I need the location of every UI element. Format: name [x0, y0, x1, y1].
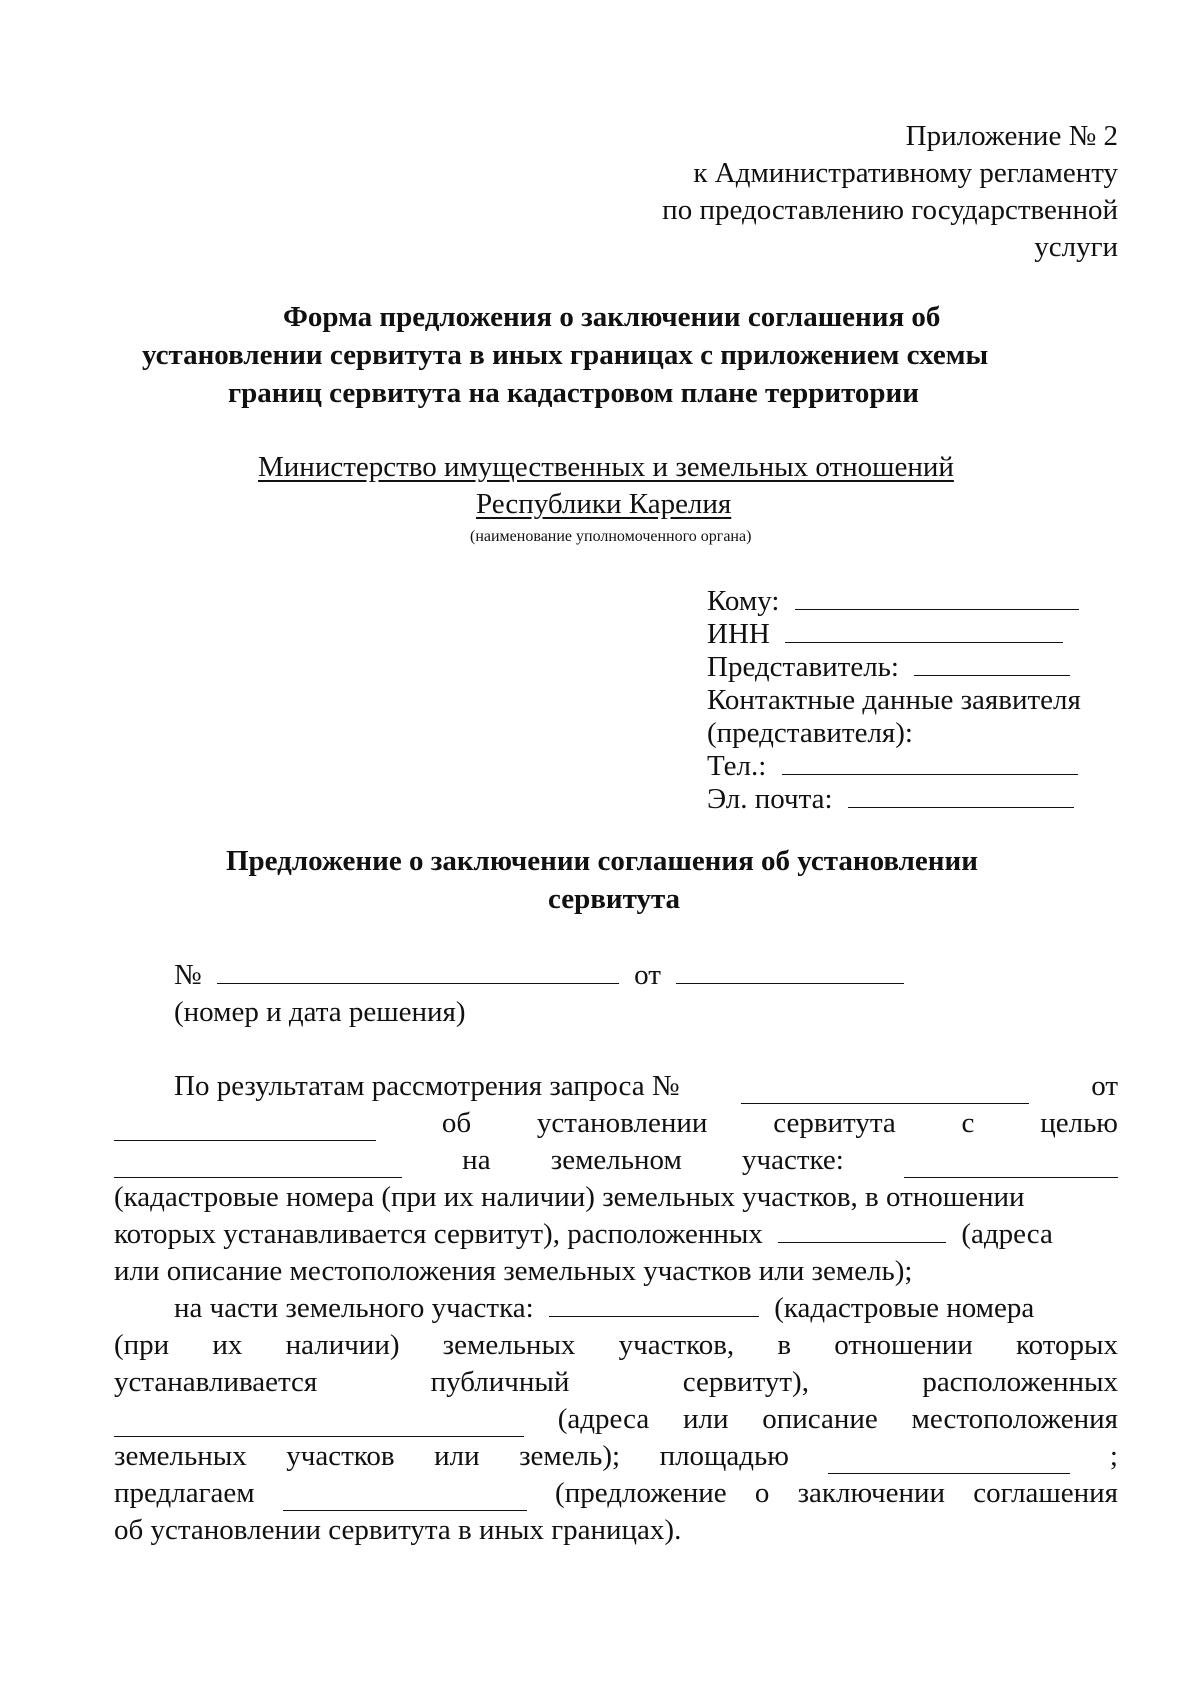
- body-line: (кадастровые номера (при их наличии) земельных участков, в отношении: [114, 1181, 1025, 1213]
- body-word: целью: [1040, 1107, 1118, 1139]
- form-title-line: установлении сервитута в иных границах с приложением схемы: [142, 339, 989, 371]
- body-word: соглашения: [973, 1477, 1118, 1509]
- body-line: [174, 1068, 1118, 1104]
- contacts-label: (представителя):: [707, 717, 913, 749]
- address-field[interactable]: [114, 1410, 524, 1437]
- body-text: которых устанавливается сервитут), расположенных: [114, 1218, 763, 1250]
- body-word: в: [777, 1329, 792, 1361]
- appendix-number: Приложение № 2: [905, 120, 1118, 152]
- body-line: об установлении сервитута в иных границах).: [114, 1514, 682, 1546]
- proposal-title-line: сервитута: [548, 883, 681, 915]
- body-text: (адреса: [961, 1218, 1053, 1250]
- appendix-ref-line: по предоставлению государственной: [662, 194, 1118, 226]
- proposal-field[interactable]: [283, 1484, 527, 1511]
- body-word: (предложение: [555, 1477, 727, 1509]
- body-word: участке:: [742, 1144, 844, 1176]
- decision-caption: (номер и дата решения): [174, 996, 466, 1028]
- body-word: участков: [286, 1440, 395, 1472]
- email-label: Эл. почта:: [707, 783, 833, 815]
- request-number-field[interactable]: [741, 1077, 1029, 1104]
- body-word: сервитута: [773, 1107, 896, 1139]
- form-title-line: границ сервитута на кадастровом плане территории: [228, 377, 919, 409]
- recipient-phone: [707, 748, 1078, 784]
- body-word: о: [754, 1477, 770, 1509]
- area-field[interactable]: [828, 1447, 1070, 1474]
- body-word: предлагаем: [114, 1477, 255, 1509]
- authority-caption: (наименование уполномоченного органа): [470, 528, 752, 545]
- body-line: [114, 1401, 1118, 1437]
- body-word: наличии): [285, 1329, 400, 1361]
- email-field[interactable]: [848, 781, 1074, 808]
- phone-field[interactable]: [782, 748, 1078, 775]
- inn-field[interactable]: [785, 616, 1063, 643]
- body-word: земель);: [519, 1440, 621, 1472]
- recipient-representative: [707, 649, 1070, 685]
- recipient-inn: [707, 616, 1063, 652]
- body-text: По результатам рассмотрения запроса №: [174, 1070, 680, 1102]
- body-word: (при: [114, 1329, 170, 1361]
- body-line: или описание местоположения земельных участков или земель);: [114, 1255, 913, 1287]
- phone-label: Тел.:: [707, 750, 767, 782]
- contacts-label: Контактные данные заявителя: [707, 684, 1081, 716]
- form-title-line: Форма предложения о заключении соглашения об: [283, 301, 941, 333]
- body-line: [114, 1327, 1118, 1363]
- decision-date-field[interactable]: [676, 957, 904, 984]
- body-word: их: [212, 1329, 243, 1361]
- body-word: на: [462, 1144, 491, 1176]
- body-text: на части земельного участка:: [174, 1292, 534, 1324]
- recipient-email: [707, 781, 1074, 817]
- body-word: публичный: [430, 1366, 570, 1398]
- body-line: [114, 1364, 1118, 1400]
- body-word: с: [961, 1107, 975, 1139]
- body-word: отношении: [834, 1329, 973, 1361]
- appendix-ref-line: услуги: [1034, 231, 1118, 263]
- representative-label: Представитель:: [707, 651, 899, 683]
- representative-field[interactable]: [914, 649, 1070, 676]
- body-word: земельных: [442, 1329, 576, 1361]
- location-field[interactable]: [778, 1216, 946, 1243]
- authority-name: Министерство имущественных и земельных отношений: [258, 451, 954, 483]
- body-word: (адреса: [557, 1403, 650, 1435]
- body-word: устанавливается: [114, 1366, 318, 1398]
- body-text: (кадастровые номера: [774, 1292, 1035, 1324]
- decision-number-row: [174, 957, 904, 993]
- plot-part-field[interactable]: [549, 1290, 759, 1317]
- body-word: установлении: [536, 1107, 708, 1139]
- body-line: [114, 1475, 1118, 1511]
- body-word: земельных: [114, 1440, 247, 1472]
- land-plot-field[interactable]: [904, 1151, 1118, 1178]
- body-word: которых: [1015, 1329, 1118, 1361]
- purpose-field[interactable]: [114, 1151, 402, 1178]
- from-label: от: [634, 959, 661, 991]
- body-word: расположенных: [922, 1366, 1118, 1398]
- body-word: ;: [1109, 1440, 1118, 1472]
- body-line: [114, 1142, 1118, 1178]
- recipient-to-label: Кому:: [707, 585, 780, 617]
- body-text: от: [1091, 1070, 1118, 1102]
- body-word: заключении: [797, 1477, 946, 1509]
- request-date-field[interactable]: [114, 1114, 376, 1141]
- inn-label: ИНН: [707, 618, 770, 650]
- recipient-to: [707, 583, 1079, 619]
- appendix-ref-line: к Административному регламенту: [693, 157, 1118, 189]
- body-word: земельном: [550, 1144, 682, 1176]
- body-word: площадью: [659, 1440, 789, 1472]
- proposal-title-line: Предложение о заключении соглашения об установлении: [226, 845, 978, 877]
- body-word: об: [441, 1107, 472, 1139]
- body-line: [174, 1290, 1034, 1326]
- body-word: или: [682, 1403, 729, 1435]
- body-word: описание: [762, 1403, 878, 1435]
- body-line: [114, 1216, 1053, 1252]
- recipient-to-field[interactable]: [795, 583, 1079, 610]
- body-word: сервитут),: [682, 1366, 809, 1398]
- body-word: местоположения: [911, 1403, 1118, 1435]
- decision-number-field[interactable]: [217, 957, 619, 984]
- authority-name: Республики Карелия: [476, 488, 732, 520]
- number-sign: №: [174, 959, 202, 991]
- body-line: [114, 1105, 1118, 1141]
- body-word: участков,: [618, 1329, 735, 1361]
- body-word: или: [434, 1440, 480, 1472]
- body-line: [114, 1438, 1118, 1474]
